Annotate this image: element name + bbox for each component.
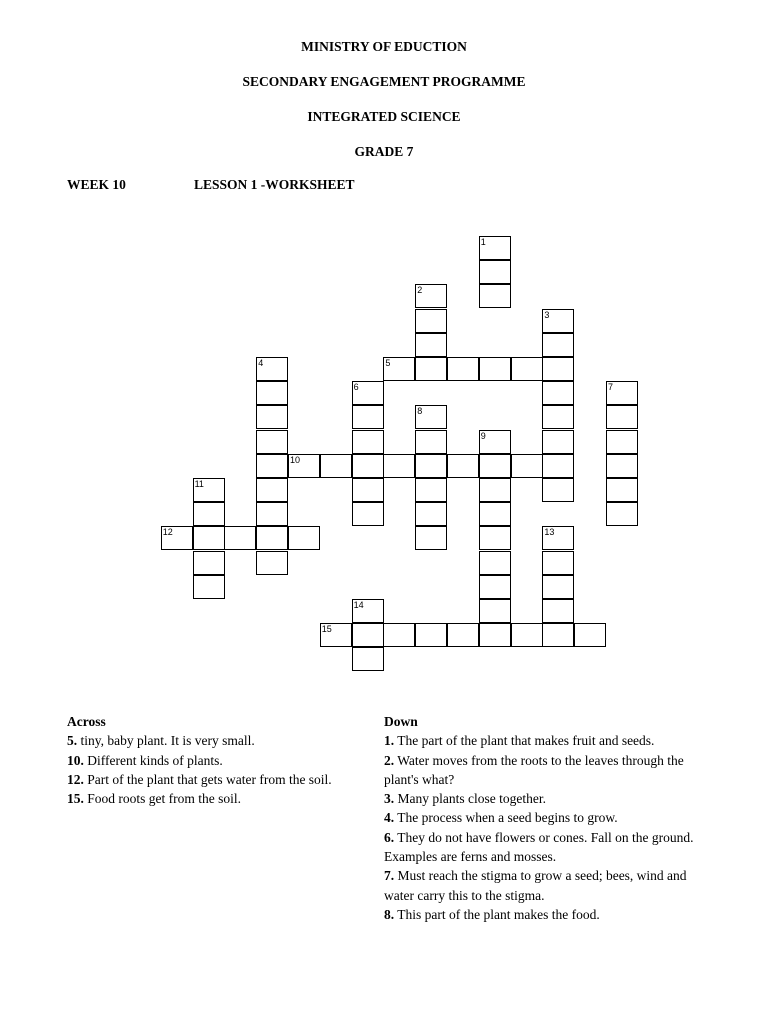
crossword-cell[interactable] (447, 357, 479, 381)
crossword-cell[interactable] (479, 502, 511, 526)
crossword-cell[interactable] (352, 478, 384, 502)
down-clue: 3. Many plants close together. (384, 791, 546, 807)
crossword-cell[interactable] (542, 381, 574, 405)
crossword-cell[interactable] (479, 284, 511, 308)
across-clue: 12. Part of the plant that gets water from the soil. (67, 771, 332, 787)
crossword-cell[interactable] (256, 381, 288, 405)
crossword-cell[interactable] (542, 454, 574, 478)
crossword-cell[interactable] (383, 623, 415, 647)
down-clue: 6. They do not have flowers or cones. Fall on the ground. Examples are ferns and mosses. (384, 829, 694, 865)
crossword-cell[interactable] (193, 526, 225, 550)
down-clue: 7. Must reach the stigma to grow a seed; bees, wind and water carry this to the stigma. (384, 868, 687, 903)
crossword-cell[interactable] (256, 430, 288, 454)
crossword-cell[interactable] (479, 599, 511, 623)
clue-number-label: 11 (194, 479, 204, 489)
clue-number-label: 6 (353, 382, 359, 393)
across-clue: 5. tiny, baby plant. It is very small. (67, 733, 255, 749)
lesson-label: LESSON 1 -WORKSHEET (194, 177, 355, 192)
crossword-cell[interactable] (288, 526, 320, 550)
clue-number-label: 4 (258, 358, 264, 368)
crossword-cell[interactable] (352, 405, 384, 429)
crossword-cell[interactable] (352, 502, 384, 526)
subject-title: INTEGRATED SCIENCE (307, 109, 461, 124)
crossword-cell[interactable] (193, 551, 225, 575)
crossword-cell[interactable] (574, 623, 606, 647)
crossword-cell[interactable] (447, 623, 479, 647)
crossword-cell[interactable] (479, 478, 511, 502)
crossword-cell[interactable] (415, 333, 447, 357)
crossword-cell[interactable] (479, 454, 511, 478)
clue-number-label: 7 (608, 382, 614, 393)
crossword-cell[interactable] (606, 405, 638, 429)
programme-title: SECONDARY ENGAGEMENT PROGRAMME (242, 74, 526, 89)
crossword-cell[interactable] (606, 502, 638, 526)
crossword-cell[interactable] (256, 502, 288, 526)
crossword-cell[interactable] (542, 575, 574, 599)
down-clues (384, 712, 706, 924)
crossword-cell[interactable] (542, 333, 574, 357)
across-clues (67, 712, 367, 808)
crossword-cell[interactable] (352, 454, 384, 478)
clue-number-label: 13 (544, 527, 555, 538)
down-clue: 1. The part of the plant that makes fruit and seeds. (384, 733, 655, 749)
crossword-cell[interactable] (224, 526, 256, 550)
crossword-cell[interactable] (542, 599, 574, 623)
crossword-cell[interactable] (542, 405, 574, 429)
clue-number-label: 1 (480, 237, 486, 247)
down-clue: 2. Water moves from the roots to the leaves through the plant's what? (384, 752, 684, 787)
crossword-cell[interactable] (352, 623, 384, 647)
clue-number-label: 12 (162, 527, 173, 538)
clue-number-label: 2 (417, 285, 423, 296)
crossword-cell[interactable] (542, 430, 574, 454)
clue-number-label: 15 (321, 624, 332, 635)
crossword-cell[interactable] (606, 478, 638, 502)
crossword-cell[interactable] (542, 478, 574, 502)
crossword-cell[interactable] (256, 454, 288, 478)
crossword-cell[interactable] (352, 430, 384, 454)
crossword-cell[interactable] (352, 647, 384, 671)
crossword-cell[interactable] (479, 357, 511, 381)
crossword-cell[interactable] (479, 260, 511, 284)
crossword-cell[interactable] (479, 623, 511, 647)
crossword-cell[interactable] (479, 551, 511, 575)
crossword-cell[interactable] (256, 405, 288, 429)
grade-title: GRADE 7 (354, 144, 414, 159)
across-clue: 10. Different kinds of plants. (67, 752, 223, 768)
crossword-cell[interactable] (511, 623, 543, 647)
down-clue: 4. The process when a seed begins to grow. (384, 810, 618, 826)
crossword-cell[interactable] (256, 526, 288, 550)
crossword-cell[interactable] (193, 502, 225, 526)
crossword-cell[interactable] (479, 526, 511, 550)
crossword-cell[interactable] (415, 526, 447, 550)
crossword-cell[interactable] (606, 454, 638, 478)
crossword-cell[interactable] (383, 454, 415, 478)
crossword-cell[interactable] (542, 623, 574, 647)
clue-number-label: 14 (353, 600, 364, 610)
clue-number-label: 10 (290, 454, 301, 465)
crossword-cell[interactable] (193, 575, 225, 599)
crossword-cell[interactable] (415, 309, 447, 333)
across-heading: Across (67, 714, 106, 729)
crossword-cell[interactable] (415, 357, 447, 381)
crossword-cell[interactable] (542, 551, 574, 575)
ministry-title: MINISTRY OF EDUCTION (301, 39, 467, 54)
week-label: WEEK 10 (67, 177, 126, 192)
crossword-cell[interactable] (415, 502, 447, 526)
clue-number-label: 9 (480, 430, 486, 441)
crossword-cell[interactable] (256, 478, 288, 502)
crossword-cell[interactable] (511, 454, 543, 478)
crossword-cell[interactable] (415, 623, 447, 647)
clue-number-label: 8 (417, 406, 423, 417)
down-clue: 8. This part of the plant makes the food. (384, 906, 600, 922)
crossword-cell[interactable] (511, 357, 543, 381)
crossword-cell[interactable] (447, 454, 479, 478)
down-heading: Down (384, 714, 418, 729)
across-clue: 15. Food roots get from the soil. (67, 791, 241, 807)
crossword-cell[interactable] (542, 357, 574, 381)
clue-number-label: 5 (385, 358, 391, 368)
crossword-cell[interactable] (256, 551, 288, 575)
crossword-cell[interactable] (479, 575, 511, 599)
clue-number-label: 3 (544, 309, 550, 320)
crossword-cell[interactable] (415, 430, 447, 454)
crossword-cell[interactable] (606, 430, 638, 454)
crossword-cell[interactable] (415, 478, 447, 502)
crossword-cell[interactable] (320, 454, 352, 478)
crossword-cell[interactable] (415, 454, 447, 478)
